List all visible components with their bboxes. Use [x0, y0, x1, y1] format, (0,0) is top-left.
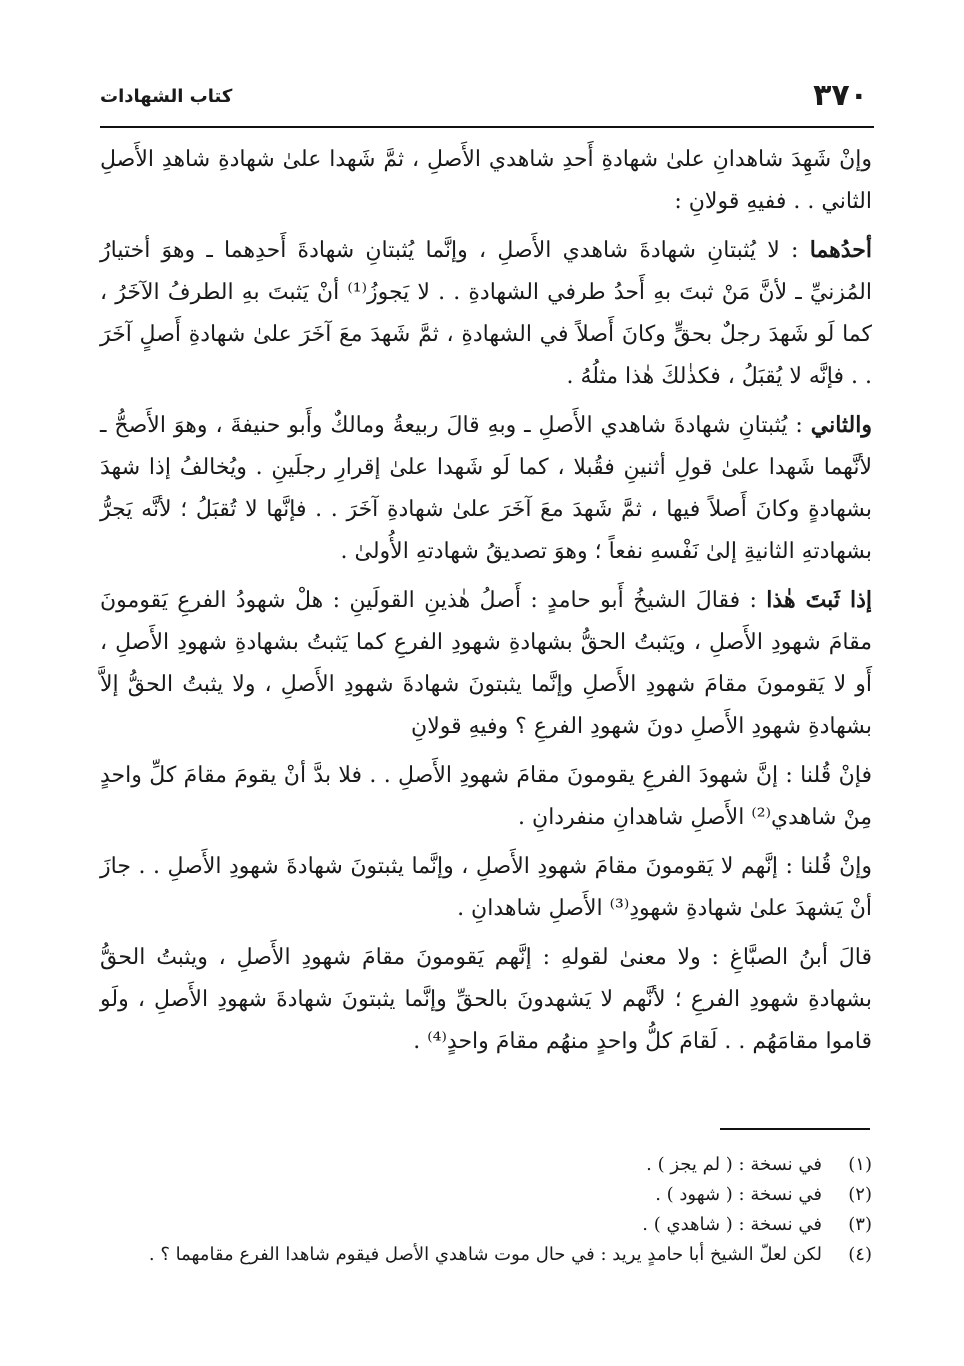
footnote-rule: [720, 1128, 870, 1130]
footnotes: [100, 1150, 872, 1270]
body-text: [100, 138, 872, 1069]
paragraph: وإنْ شَهِدَ شاهدانِ علىٰ شهادةِ أَحدِ شاهدي الأَصلِ ، ثمَّ شَهدا علىٰ شهادةِ شاهدِ الأَصلِ الثاني . . ففيهِ قولانِ :: [100, 147, 872, 214]
paragraph: قالَ أبنُ الصبَّاغِ : ولا معنىٰ لقولهِ : إنَّهم يَقومونَ مقامَ شهودِ الأَصلِ ، ويثبتُ الحقُّ بشهادةِ شهودِ الفرعِ ؛ لأنَّهم لا يَشهدونَ بالحقِّ وإنَّما يثبتونَ شهادةَ شهودِ الأَصلِ ، ولَو قاموا مقامَهُم . . لَقامَ كلُّ واحدٍ منهُم مقامَ واحدٍ⁽⁴⁾ .: [100, 945, 872, 1054]
page-header: [100, 78, 868, 122]
running-title: كتاب الشهادات: [100, 86, 233, 107]
page-number: ٣٧٠: [813, 78, 868, 113]
paragraph: إذا ثَبتَ هٰذا : فقالَ الشيخُ أَبو حامدٍ : أَصلُ هٰذينِ القولَينِ : هلْ شهودُ الفرعِ يَقومونَ مقامَ شهودِ الأَصلِ ، ويَثبتُ الحقُّ بشهادةِ شهودِ الفرعِ كما يَثبتُ بشهادةِ شهودِ الأَصلِ ، أَو لا يَقومونَ مقامَ شهودِ الأَصلِ وإنَّما يثبتونَ شهادةَ شهودِ الأَصلِ ، ولا يثبتُ الحقُّ إلاَّ بشهادةِ شهودِ الأَصلِ دونَ شهودِ الفرعِ ؟ وفيهِ قولانِ: [100, 587, 873, 739]
footnote: (١) في نسخة : ( لم يجز ) .: [646, 1154, 872, 1175]
header-rule: [100, 126, 874, 128]
footnote: (٤) لكن لعلّ الشيخ أبا حامدٍ يريد : في حال موت شاهدي الأصل فيقوم شاهدا الفرع مقامهما ؟ .: [148, 1244, 872, 1265]
paragraph: أحدُهما : لا يُثبتانِ شهادةَ شاهدي الأَصلِ ، وإنَّما يُثبتانِ شهادةَ أَحدِهما ـ وهوَ أختيارُ المُزنيِّ ـ لأنَّ مَنْ ثبتَ بهِ أَحدُ طرفي الشهادةِ . . لا يَجوزُ⁽¹⁾ أنْ يَثبتَ بهِ الطرفُ الآخَرُ ، كما لَو شَهدَ رجلٌ بحقٍّ وكانَ أَصلاً في الشهادةِ ، ثمَّ شَهدَ معَ آخَرَ علىٰ شهادةِ أَصلٍ آخَرَ . . فإنَّه لا يُقبَلُ ، فكذٰلكَ هٰذا مثلُهُ .: [100, 237, 872, 389]
footnote: (٢) في نسخة : ( شهود ) .: [655, 1184, 872, 1205]
paragraph: والثاني : يُثبتانِ شهادةَ شاهدي الأَصلِ ـ وبهِ قالَ ربيعةُ ومالكٌ وأَبو حنيفةَ ، وهوَ الأَصحُّ ـ لأنَّهما شَهدا علىٰ قولِ أثنينِ فقُبلا ، كما لَو شَهدا علىٰ إقرارِ رجلَينِ . ويُخالفُ إذا شهدَ بشهادةٍ وكانَ أَصلاً فيها ، ثمَّ شَهدَ معَ آخَرَ علىٰ شهادةِ آخَرَ . . فإنَّها لا تُقبَلُ ؛ لأنَّه يَجرُّ بشهادتهِ الثانيةِ إلىٰ نَفْسهِ نفعاً ؛ وهوَ تصديقُ شهادتهِ الأُولىٰ .: [100, 412, 872, 564]
paragraph: وإنْ قُلنا : إنَّهم لا يَقومونَ مقامَ شهودِ الأَصلِ ، وإنَّما يثبتونَ شهادةَ شهودِ الأَصلِ . . جازَ أنْ يَشهدَ علىٰ شهادةِ شهودِ⁽³⁾ الأَصلِ شاهدانِ .: [100, 854, 872, 921]
paragraph: فإنْ قُلنا : إنَّ شهودَ الفرعِ يقومونَ مقامَ شهودِ الأَصلِ . . فلا بدَّ أنْ يقومَ مقامَ كلِّ واحدٍ مِنْ شاهدي⁽²⁾ الأَصلِ شاهدانِ منفردانِ .: [100, 763, 872, 830]
footnote: (٣) في نسخة : ( شاهدي ) .: [642, 1214, 872, 1235]
